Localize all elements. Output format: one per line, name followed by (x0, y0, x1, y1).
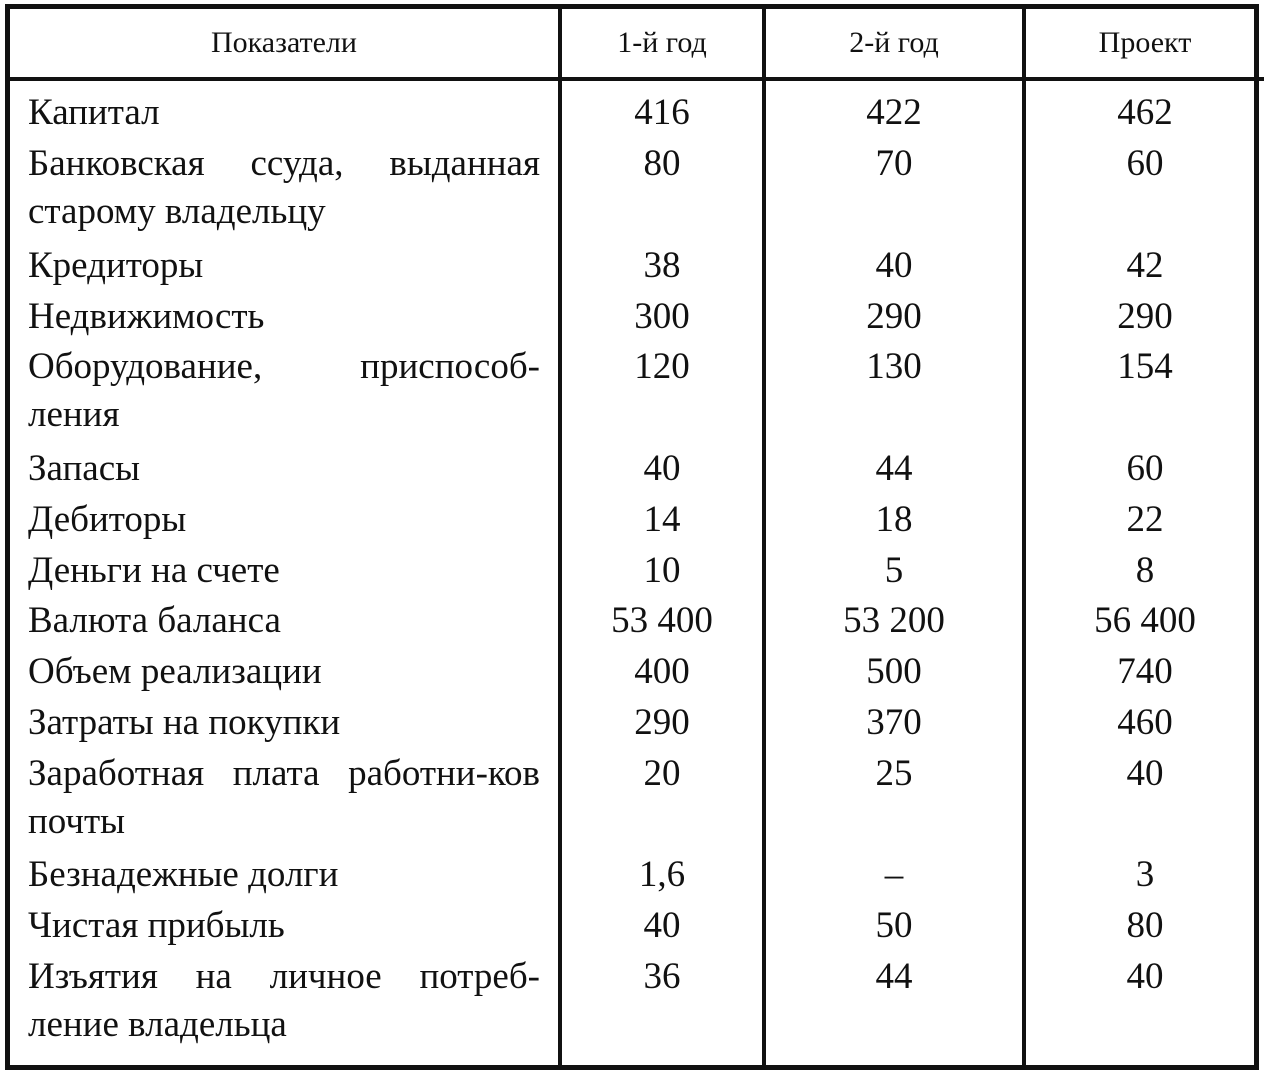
cell-year-2: 422 (764, 79, 1024, 140)
cell-year-1: 1,6 (560, 851, 764, 902)
cell-year-1: 40 (560, 445, 764, 496)
cell-year-2: 25 (764, 750, 1024, 852)
cell-year-1: 40 (560, 902, 764, 953)
table-row (10, 496, 1264, 547)
cell-year-2: 500 (764, 648, 1024, 699)
cell-project: 740 (1024, 648, 1264, 699)
cell-year-1: 20 (560, 750, 764, 852)
cell-project: 22 (1024, 496, 1264, 547)
cell-project: 56 400 (1024, 597, 1264, 648)
row-label: Дебиторы (28, 498, 187, 540)
row-label: Объем реализации (28, 651, 322, 693)
data-table-frame (5, 4, 1259, 1070)
table-row (10, 851, 1264, 902)
row-label: Заработная плата работни-ков почты (28, 752, 540, 842)
table-row (10, 597, 1264, 648)
cell-year-1: 53 400 (560, 597, 764, 648)
row-label: Чистая прибыль (28, 904, 285, 946)
cell-project: 40 (1024, 953, 1264, 1065)
table-row (10, 343, 1264, 445)
table-row (10, 293, 1264, 344)
table-row (10, 750, 1264, 852)
header-project: Проект (1024, 9, 1264, 79)
cell-year-2: – (764, 851, 1024, 902)
cell-project: 462 (1024, 79, 1264, 140)
table-row (10, 953, 1264, 1065)
cell-year-2: 18 (764, 496, 1024, 547)
table-row (10, 547, 1264, 598)
cell-project: 80 (1024, 902, 1264, 953)
row-label: Оборудование, приспособ-ления (28, 346, 540, 436)
row-label: Деньги на счете (28, 549, 280, 591)
row-label: Банковская ссуда, выданная старому владельцу (28, 143, 540, 233)
indicators-table (10, 9, 1264, 1065)
cell-year-1: 300 (560, 293, 764, 344)
cell-year-2: 290 (764, 293, 1024, 344)
row-label: Безнадежные долги (28, 854, 339, 896)
row-label: Капитал (28, 92, 160, 133)
table-row (10, 648, 1264, 699)
cell-year-1: 400 (560, 648, 764, 699)
cell-year-1: 416 (560, 79, 764, 140)
table-row (10, 79, 1264, 140)
cell-year-1: 10 (560, 547, 764, 598)
cell-year-2: 44 (764, 953, 1024, 1065)
cell-year-2: 50 (764, 902, 1024, 953)
cell-project: 460 (1024, 699, 1264, 750)
table-row (10, 242, 1264, 293)
cell-project: 42 (1024, 242, 1264, 293)
row-label: Запасы (28, 447, 140, 489)
row-label: Затраты на покупки (28, 701, 341, 743)
table-row (10, 902, 1264, 953)
cell-project: 8 (1024, 547, 1264, 598)
table-row (10, 699, 1264, 750)
cell-project: 154 (1024, 343, 1264, 445)
cell-year-2: 40 (764, 242, 1024, 293)
cell-project: 60 (1024, 445, 1264, 496)
header-row (10, 9, 1264, 79)
cell-year-2: 5 (764, 547, 1024, 598)
row-label: Кредиторы (28, 244, 204, 286)
cell-project: 3 (1024, 851, 1264, 902)
row-label: Недвижимость (28, 295, 265, 337)
row-label: Изъятия на личное потреб-ление владельца (28, 955, 540, 1045)
table-row (10, 140, 1264, 242)
cell-year-2: 44 (764, 445, 1024, 496)
header-indicators: Показатели (10, 9, 560, 79)
cell-project: 290 (1024, 293, 1264, 344)
header-year-1: 1-й год (560, 9, 764, 79)
cell-project: 40 (1024, 750, 1264, 852)
cell-year-1: 290 (560, 699, 764, 750)
cell-year-2: 70 (764, 140, 1024, 242)
cell-year-2: 130 (764, 343, 1024, 445)
table-body (10, 79, 1264, 1065)
row-label: Валюта баланса (28, 600, 281, 642)
cell-year-2: 53 200 (764, 597, 1024, 648)
table-row (10, 445, 1264, 496)
cell-year-2: 370 (764, 699, 1024, 750)
cell-year-1: 14 (560, 496, 764, 547)
cell-year-1: 36 (560, 953, 764, 1065)
cell-year-1: 38 (560, 242, 764, 293)
cell-year-1: 80 (560, 140, 764, 242)
cell-year-1: 120 (560, 343, 764, 445)
cell-project: 60 (1024, 140, 1264, 242)
header-year-2: 2-й год (764, 9, 1024, 79)
